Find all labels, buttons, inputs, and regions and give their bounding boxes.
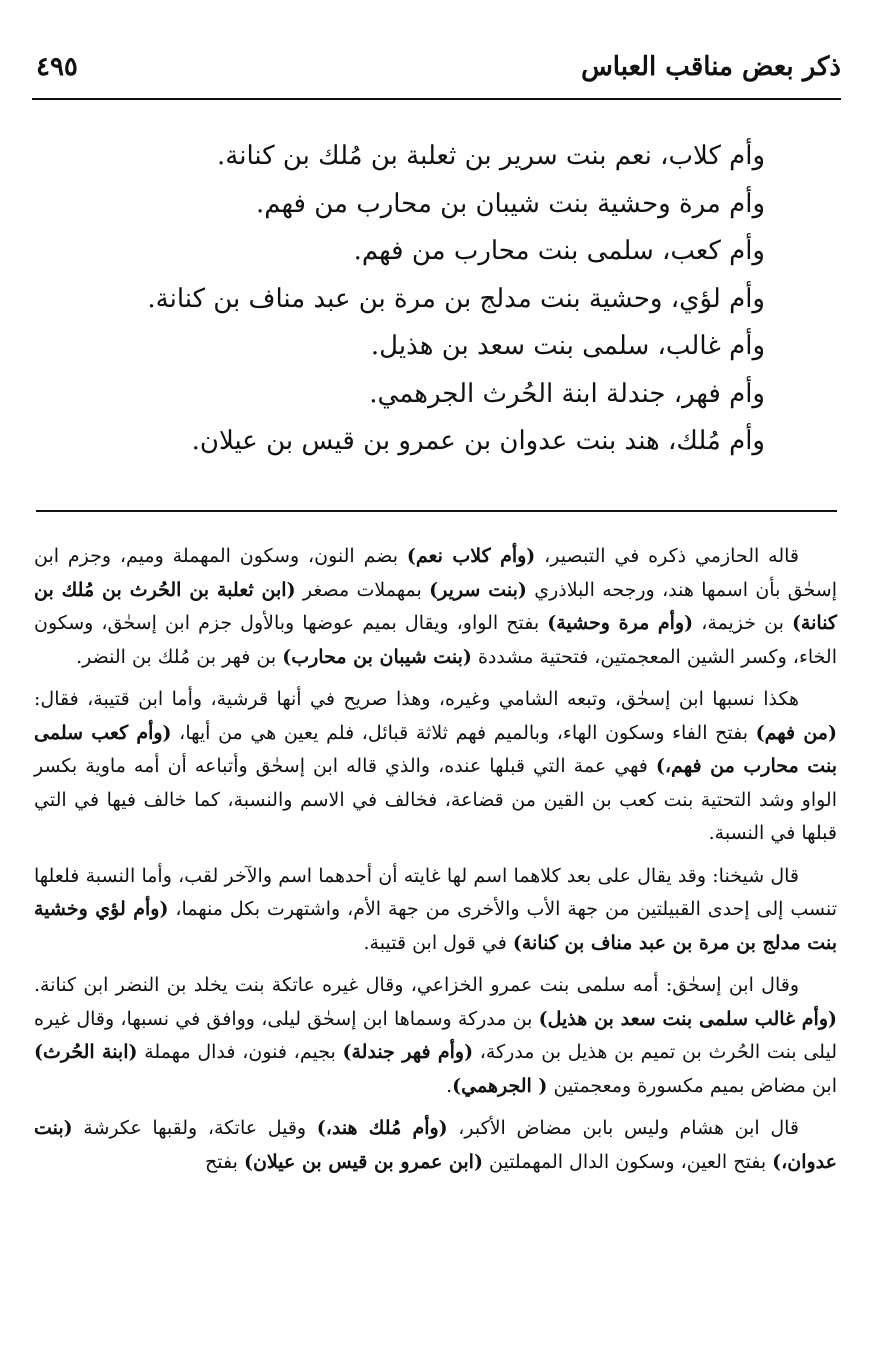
commentary-text: بمهملات مصغر — [295, 578, 430, 601]
commentary-text: بفتح الواو، ويقال بميم عوضها وبالأول جزم ابن إسحٰق، وسكون الخاء، وكسر الشين المعجمتين، فتحتية مشددة — [34, 612, 837, 668]
bold-quote: (من فهم) — [755, 721, 837, 744]
main-text — [110, 133, 765, 466]
commentary-paragraph — [34, 1112, 837, 1179]
commentary-text: فهي عمة التي قبلها عنده، والذي قاله ابن إسحٰق وأتباعه أن أمه ماوية بكسر الواو وشد التحتية بنت كعب بن القين من قضاعة، فخالف في الاسم والنسبة، كما خالف فيها في التي قبلها في النسبة. — [34, 755, 838, 844]
bold-quote: (وأم لؤي وخشية بنت مدلج بن مرة بن عبد مناف بن كنانة) — [34, 898, 837, 954]
commentary-text: بن خزيمة، — [693, 612, 792, 634]
bold-quote: (وأم كلاب نعم) — [406, 545, 536, 567]
main-line: وأم كلاب، نعم بنت سرير بن ثعلبة بن مُلك بن كنانة. — [217, 141, 765, 171]
bold-quote: (ابن ثعلبة بن الحُرث بن مُلك بن كنانة) — [34, 578, 837, 634]
commentary-text: بفتح — [205, 1150, 244, 1173]
main-line: وأم غالب، سلمى بنت سعد بن هذيل. — [370, 331, 765, 361]
commentary — [34, 540, 837, 1188]
bold-quote: (وأم مرة وحشية) — [547, 612, 694, 634]
commentary-text: في قول ابن قتيبة. — [363, 931, 513, 954]
notes-separator — [36, 510, 837, 512]
bold-quote: ( الجرهمي) — [452, 1074, 548, 1097]
bold-quote: (ابن عمرو بن قيس بن عيلان) — [243, 1150, 483, 1173]
commentary-paragraph — [34, 683, 837, 851]
page-number: ٤٩٥ — [36, 52, 78, 82]
commentary-text: قال ابن هشام وليس بابن مضاض الأكبر، — [447, 1117, 799, 1139]
commentary-text: وقال ابن إسحٰق: أمه سلمى بنت عمرو الخزاعي، وقال غيره عاتكة بنت يخلد بن النضر ابن كنانة. — [34, 974, 799, 996]
bold-quote: (وأم مُلك هند،) — [316, 1117, 448, 1139]
main-line: وأم فهر، جندلة ابنة الحُرث الجرهمي. — [369, 378, 765, 409]
commentary-text: بفتح العين، وسكون الدال المهملتين — [482, 1150, 773, 1173]
main-line: وأم مرة وحشية بنت شيبان بن محارب من فهم. — [256, 188, 765, 219]
commentary-text: قال شيخنا: وقد يقال على بعد كلاهما اسم لها غايته أن أحدهما اسم والآخر لقب، وأما النسبة فلعلها تنسب إلى إحدى القبيلتين من جهة الأب والأخرى من جهة الأم، واشتهرت بكل منهما، — [34, 864, 837, 920]
main-line: وأم مُلك، هند بنت عدوان بن عمرو بن قيس بن عيلان. — [191, 426, 765, 456]
bold-quote: (بنت شيبان بن محارب) — [282, 645, 472, 668]
commentary-text: وقيل عاتكة، ولقبها عكرشة — [72, 1117, 317, 1139]
commentary-text: ابن مضاض بميم مكسورة ومعجمتين — [547, 1074, 837, 1097]
commentary-paragraph — [34, 540, 837, 674]
commentary-text: بضم النون، وسكون المهملة وميم، وجزم ابن إسحٰق بأن اسمها هند، ورجحه البلاذري — [34, 545, 837, 601]
chapter-title: ذكر بعض مناقب العباس — [581, 52, 841, 82]
commentary-text: بجيم، فنون، فدال مهملة — [137, 1041, 343, 1063]
bold-quote: (وأم فهر جندلة) — [342, 1041, 474, 1063]
commentary-paragraph — [34, 860, 837, 961]
commentary-text: بن فهر بن مُلك بن النضر. — [76, 645, 283, 668]
bold-quote: (ابنة الحُرث) — [34, 1041, 138, 1063]
header-rule — [32, 98, 841, 100]
commentary-text: بفتح الفاء وسكون الهاء، وبالميم فهم ثلاثة قبائل، فلم يعين هي من أيها، — [171, 721, 756, 744]
commentary-text: . — [446, 1074, 453, 1097]
main-line: وأم كعب، سلمى بنت محارب من فهم. — [353, 236, 765, 266]
bold-quote: (بنت عدوان،) — [34, 1117, 837, 1173]
bold-quote: (بنت سرير) — [429, 578, 527, 601]
commentary-text: بن مدركة وسماها ابن إسحٰق ليلى، ووافق في نسبها، وقال غيره ليلى بنت الحُرث بن تميم بن هذيل بن مدركة، — [34, 1007, 837, 1063]
bold-quote: (وأم غالب سلمى بنت سعد بن هذيل) — [538, 1007, 837, 1030]
commentary-text: قاله الحازمي ذكره في التبصير، — [535, 545, 799, 567]
main-line: وأم لؤي، وحشية بنت مدلج بن مرة بن عبد مناف بن كنانة. — [147, 283, 765, 314]
bold-quote: (وأم كعب سلمى بنت محارب من فهم،) — [34, 721, 837, 777]
commentary-paragraph — [34, 969, 837, 1103]
running-header — [36, 52, 841, 92]
commentary-text: هكذا نسبها ابن إسحٰق، وتبعه الشامي وغيره، وهذا صريح في أنها قرشية، وأما ابن قتيبة، فقال: — [34, 688, 799, 710]
